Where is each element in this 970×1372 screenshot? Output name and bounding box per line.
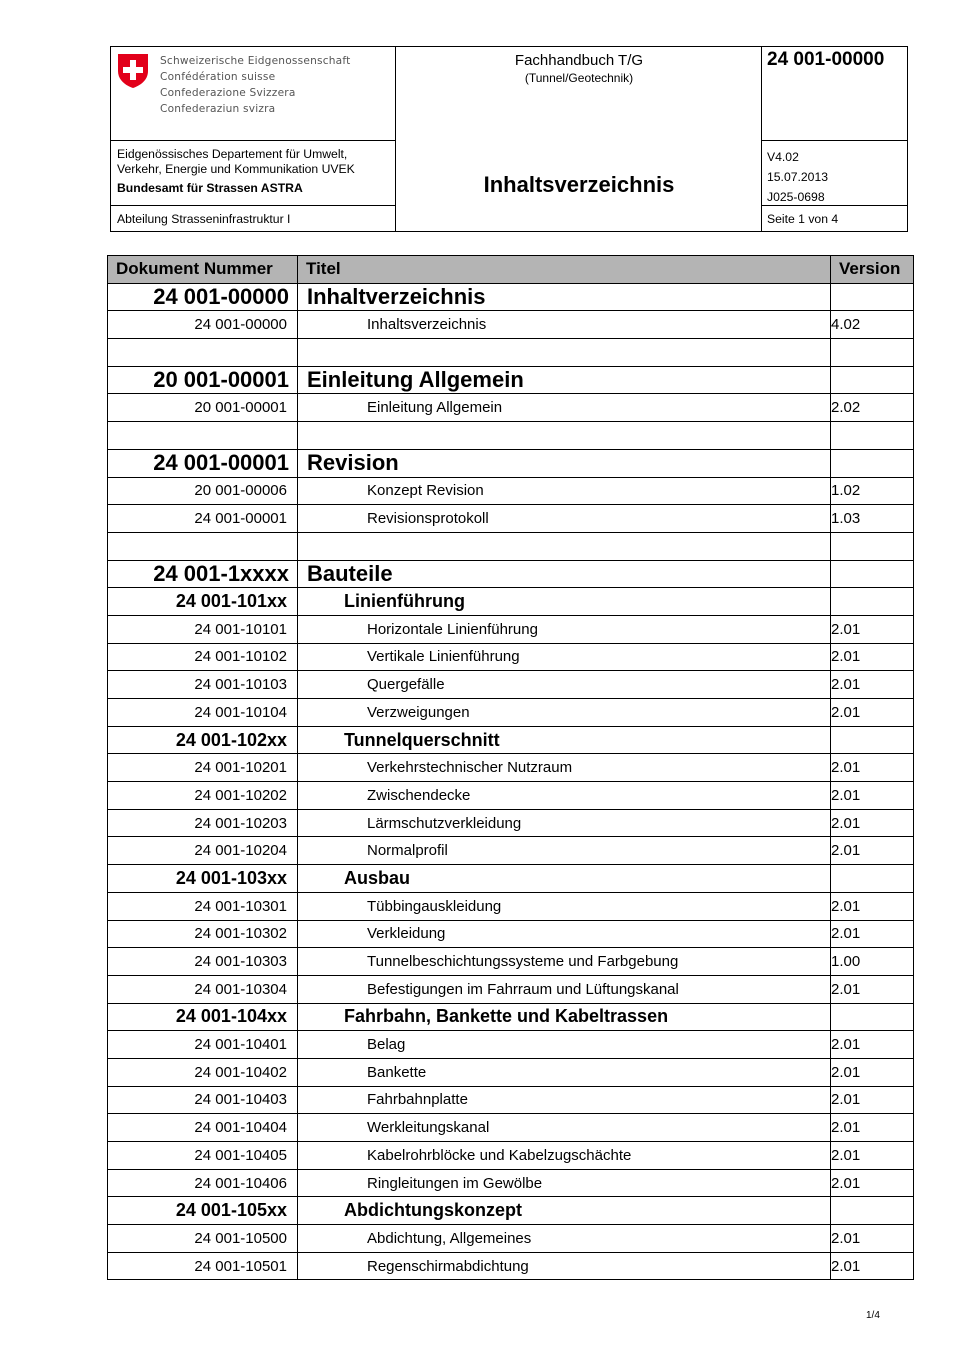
title-cell: Ringleitungen im Gewölbe bbox=[298, 1169, 831, 1197]
page-label: Seite 1 von 4 bbox=[767, 212, 839, 226]
table-row bbox=[108, 975, 914, 1003]
title-cell: Verkehrstechnischer Nutzraum bbox=[298, 754, 831, 782]
version-cell bbox=[831, 1197, 914, 1225]
version-cell: 2.01 bbox=[831, 1225, 914, 1253]
table-row bbox=[108, 837, 914, 865]
version-cell: 2.02 bbox=[831, 394, 914, 422]
document-number-cell: 24 001-10103 bbox=[108, 671, 298, 699]
confederation-name-fr: Confédération suisse bbox=[160, 71, 276, 83]
document-number-cell: 24 001-10501 bbox=[108, 1252, 298, 1280]
column-header-version: Version bbox=[831, 256, 914, 284]
table-row-subsection bbox=[108, 588, 914, 616]
document-number-cell: 24 001-10405 bbox=[108, 1142, 298, 1170]
title-cell: Bauteile bbox=[298, 560, 831, 588]
version-cell: 2.01 bbox=[831, 643, 914, 671]
version-cell: 2.01 bbox=[831, 671, 914, 699]
handbook-title: Fachhandbuch T/G bbox=[514, 52, 644, 69]
version-cell: 2.01 bbox=[831, 975, 914, 1003]
table-row bbox=[108, 643, 914, 671]
document-number-cell: 24 001-10101 bbox=[108, 615, 298, 643]
column-header-number: Dokument Nummer bbox=[108, 256, 298, 284]
title-cell: Einleitung Allgemein bbox=[298, 366, 831, 394]
contents-table bbox=[107, 255, 914, 1280]
document-number-cell bbox=[108, 532, 298, 560]
title-cell: Lärmschutzverkleidung bbox=[298, 809, 831, 837]
version-cell: 2.01 bbox=[831, 699, 914, 727]
document-number-cell: 24 001-10402 bbox=[108, 1058, 298, 1086]
document-title: Inhaltsverzeichnis bbox=[483, 172, 675, 197]
document-number-cell: 24 001-104xx bbox=[108, 1003, 298, 1031]
version-cell: 1.00 bbox=[831, 948, 914, 976]
table-row bbox=[108, 1114, 914, 1142]
title-cell: Kabelrohrblöcke und Kabelzugschächte bbox=[298, 1142, 831, 1170]
version-cell bbox=[831, 532, 914, 560]
table-row bbox=[108, 754, 914, 782]
title-cell: Zwischendecke bbox=[298, 782, 831, 810]
version-cell: 2.01 bbox=[831, 1086, 914, 1114]
table-row bbox=[108, 1058, 914, 1086]
table-row-section bbox=[108, 449, 914, 477]
version-cell: 2.01 bbox=[831, 754, 914, 782]
version-cell bbox=[831, 422, 914, 450]
document-number-cell: 24 001-00001 bbox=[108, 505, 298, 533]
table-row bbox=[108, 1225, 914, 1253]
title-cell: Bankette bbox=[298, 1058, 831, 1086]
document-number-cell: 24 001-10304 bbox=[108, 975, 298, 1003]
document-number-cell: 24 001-1xxxx bbox=[108, 560, 298, 588]
version-cell: 2.01 bbox=[831, 1058, 914, 1086]
table-row-subsection bbox=[108, 726, 914, 754]
version-cell: 2.01 bbox=[831, 837, 914, 865]
title-cell: Konzept Revision bbox=[298, 477, 831, 505]
version-cell bbox=[831, 588, 914, 616]
version-cell bbox=[831, 560, 914, 588]
document-number-cell: 24 001-10203 bbox=[108, 809, 298, 837]
document-number-cell: 24 001-10500 bbox=[108, 1225, 298, 1253]
document-number-cell bbox=[108, 339, 298, 367]
table-row-section bbox=[108, 283, 914, 311]
document-number-cell: 24 001-10301 bbox=[108, 892, 298, 920]
header-divider bbox=[111, 205, 395, 206]
title-cell: Quergefälle bbox=[298, 671, 831, 699]
document-header bbox=[110, 46, 908, 232]
version-cell bbox=[831, 366, 914, 394]
table-header-row bbox=[108, 256, 914, 284]
title-cell: Tübbingauskleidung bbox=[298, 892, 831, 920]
version-cell: 2.01 bbox=[831, 1114, 914, 1142]
header-divider bbox=[761, 47, 762, 231]
title-cell: Inhaltverzeichnis bbox=[298, 283, 831, 311]
title-cell: Verkleidung bbox=[298, 920, 831, 948]
title-cell: Einleitung Allgemein bbox=[298, 394, 831, 422]
table-row-section bbox=[108, 366, 914, 394]
table-row bbox=[108, 1031, 914, 1059]
office-name: Bundesamt für Strassen ASTRA bbox=[117, 181, 303, 195]
title-cell: Verzweigungen bbox=[298, 699, 831, 727]
table-row bbox=[108, 699, 914, 727]
table-row bbox=[108, 782, 914, 810]
document-number-cell: 24 001-105xx bbox=[108, 1197, 298, 1225]
version-cell: 1.02 bbox=[831, 477, 914, 505]
table-row bbox=[108, 394, 914, 422]
confederation-name-de: Schweizerische Eidgenossenschaft bbox=[160, 55, 351, 67]
version-cell: 1.03 bbox=[831, 505, 914, 533]
confederation-names bbox=[160, 53, 350, 117]
table-row bbox=[108, 1086, 914, 1114]
confederation-name-it: Confederazione Svizzera bbox=[160, 87, 296, 99]
document-number-cell: 24 001-10406 bbox=[108, 1169, 298, 1197]
title-cell bbox=[298, 339, 831, 367]
document-number-cell: 20 001-00006 bbox=[108, 477, 298, 505]
document-number-cell: 24 001-10401 bbox=[108, 1031, 298, 1059]
document-number-cell: 24 001-102xx bbox=[108, 726, 298, 754]
table-row bbox=[108, 892, 914, 920]
title-cell: Revision bbox=[298, 449, 831, 477]
table-row-section bbox=[108, 560, 914, 588]
title-cell: Regenschirmabdichtung bbox=[298, 1252, 831, 1280]
version-cell bbox=[831, 283, 914, 311]
division-name: Abteilung Strasseninfrastruktur I bbox=[117, 212, 291, 226]
document-number-cell: 24 001-10102 bbox=[108, 643, 298, 671]
table-row-blank bbox=[108, 422, 914, 450]
table-row-subsection bbox=[108, 1197, 914, 1225]
document-number-cell: 24 001-10403 bbox=[108, 1086, 298, 1114]
title-cell: Horizontale Linienführung bbox=[298, 615, 831, 643]
table-row bbox=[108, 477, 914, 505]
table-row bbox=[108, 311, 914, 339]
document-number-cell: 24 001-00000 bbox=[108, 283, 298, 311]
column-header-title: Titel bbox=[298, 256, 831, 284]
title-cell: Abdichtung, Allgemeines bbox=[298, 1225, 831, 1253]
document-number-cell: 24 001-10303 bbox=[108, 948, 298, 976]
table-body bbox=[108, 283, 914, 1280]
version-cell bbox=[831, 449, 914, 477]
version-cell bbox=[831, 1003, 914, 1031]
page-number: 1/4 bbox=[866, 1310, 880, 1321]
version-cell bbox=[831, 726, 914, 754]
document-number-cell: 24 001-10201 bbox=[108, 754, 298, 782]
version-label: V4.02 bbox=[767, 150, 799, 164]
title-cell: Fahrbahn, Bankette und Kabeltrassen bbox=[298, 1003, 831, 1031]
reference-label: J025-0698 bbox=[767, 190, 825, 204]
title-cell: Werkleitungskanal bbox=[298, 1114, 831, 1142]
version-cell: 2.01 bbox=[831, 1031, 914, 1059]
table-row bbox=[108, 1252, 914, 1280]
version-cell: 2.01 bbox=[831, 920, 914, 948]
title-cell: Befestigungen im Fahrraum und Lüftungskanal bbox=[298, 975, 831, 1003]
table-row-subsection bbox=[108, 865, 914, 893]
document-number-cell: 24 001-10104 bbox=[108, 699, 298, 727]
document-meta bbox=[767, 147, 828, 207]
table-row bbox=[108, 920, 914, 948]
document-number-cell: 24 001-10204 bbox=[108, 837, 298, 865]
title-cell bbox=[298, 532, 831, 560]
header-divider bbox=[395, 47, 396, 231]
title-cell: Linienführung bbox=[298, 588, 831, 616]
table-row-subsection bbox=[108, 1003, 914, 1031]
document-number-cell: 20 001-00001 bbox=[108, 366, 298, 394]
title-cell: Tunnelbeschichtungssysteme und Farbgebung bbox=[298, 948, 831, 976]
document-number-cell bbox=[108, 422, 298, 450]
title-cell bbox=[298, 422, 831, 450]
department-line: Verkehr, Energie und Kommunikation UVEK bbox=[117, 162, 355, 176]
version-cell bbox=[831, 339, 914, 367]
version-cell: 2.01 bbox=[831, 809, 914, 837]
table-row bbox=[108, 671, 914, 699]
document-number-cell: 20 001-00001 bbox=[108, 394, 298, 422]
version-cell bbox=[831, 865, 914, 893]
document-number-cell: 24 001-00001 bbox=[108, 449, 298, 477]
version-cell: 2.01 bbox=[831, 615, 914, 643]
swiss-coat-of-arms-icon bbox=[117, 53, 149, 89]
title-cell: Revisionsprotokoll bbox=[298, 505, 831, 533]
title-cell: Abdichtungskonzept bbox=[298, 1197, 831, 1225]
table-row bbox=[108, 1142, 914, 1170]
handbook-subtitle: (Tunnel/Geotechnik) bbox=[524, 71, 634, 85]
document-number: 24 001-00000 bbox=[767, 49, 885, 70]
title-cell: Inhaltsverzeichnis bbox=[298, 311, 831, 339]
title-cell: Normalprofil bbox=[298, 837, 831, 865]
date-label: 15.07.2013 bbox=[767, 170, 828, 184]
document-number-cell: 24 001-00000 bbox=[108, 311, 298, 339]
version-cell: 4.02 bbox=[831, 311, 914, 339]
title-cell: Ausbau bbox=[298, 865, 831, 893]
document-number-cell: 24 001-10404 bbox=[108, 1114, 298, 1142]
department-block bbox=[117, 147, 355, 196]
table-row-blank bbox=[108, 339, 914, 367]
document-number-cell: 24 001-101xx bbox=[108, 588, 298, 616]
table-row bbox=[108, 615, 914, 643]
title-cell: Belag bbox=[298, 1031, 831, 1059]
version-cell: 2.01 bbox=[831, 892, 914, 920]
header-divider bbox=[761, 140, 907, 141]
header-divider bbox=[111, 140, 395, 141]
confederation-name-rm: Confederaziun svizra bbox=[160, 103, 276, 115]
table-row bbox=[108, 948, 914, 976]
document-number-cell: 24 001-103xx bbox=[108, 865, 298, 893]
document-number-cell: 24 001-10302 bbox=[108, 920, 298, 948]
version-cell: 2.01 bbox=[831, 1142, 914, 1170]
version-cell: 2.01 bbox=[831, 1252, 914, 1280]
table-row bbox=[108, 809, 914, 837]
department-line: Eidgenössisches Departement für Umwelt, bbox=[117, 147, 348, 161]
table-row bbox=[108, 1169, 914, 1197]
title-cell: Vertikale Linienführung bbox=[298, 643, 831, 671]
document-number-cell: 24 001-10202 bbox=[108, 782, 298, 810]
version-cell: 2.01 bbox=[831, 782, 914, 810]
table-row bbox=[108, 505, 914, 533]
title-cell: Tunnelquerschnitt bbox=[298, 726, 831, 754]
version-cell: 2.01 bbox=[831, 1169, 914, 1197]
title-cell: Fahrbahnplatte bbox=[298, 1086, 831, 1114]
table-row-blank bbox=[108, 532, 914, 560]
